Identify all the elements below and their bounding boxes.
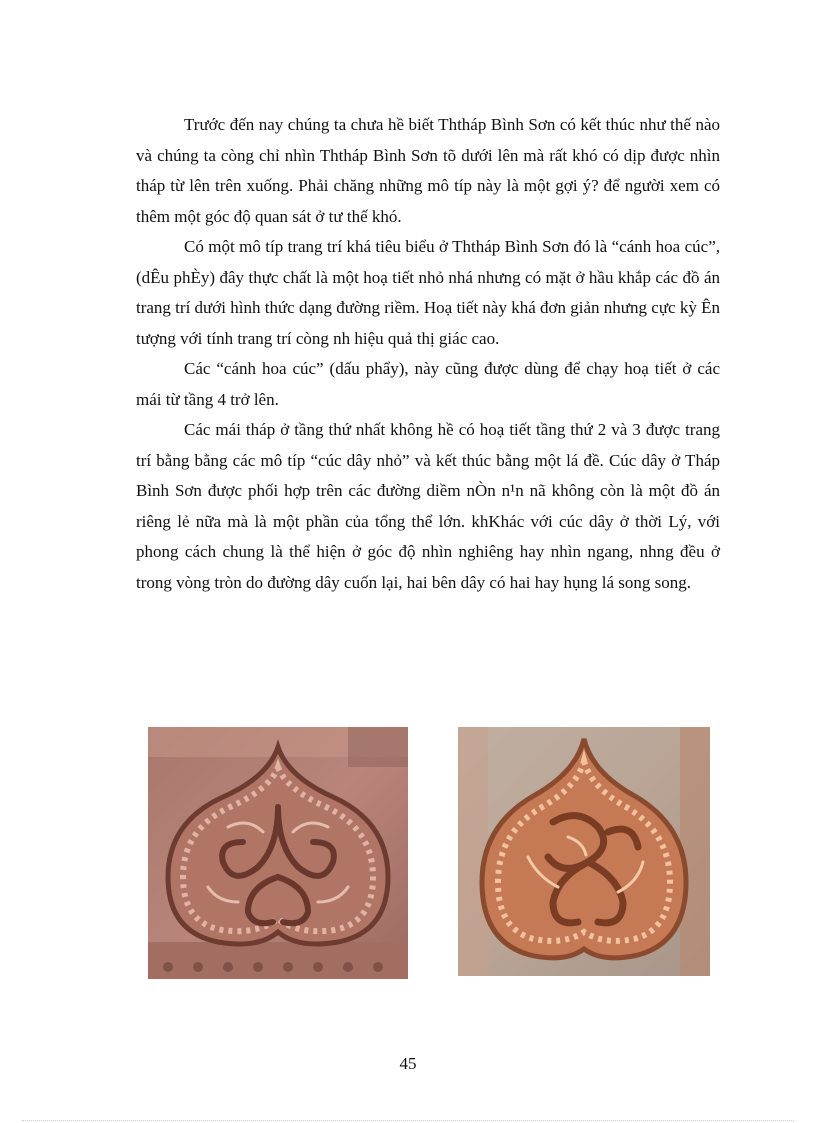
paragraph-3: Các “cánh hoa cúc” (dấu phẩy), này cũng được dùng để chạy hoạ tiết ở các mái từ tầng 4 trở lên. bbox=[136, 359, 720, 409]
body-text bbox=[136, 110, 720, 598]
paragraph-2: Có một mô típ trang trí khá tiêu biểu ở Ththáp Bình Sơn đó là “cánh hoa cúc”, (dÊu phÈy) đây thực chất là một hoạ tiết nhỏ nhá nhưng có mặt ở hầu khắp các đồ án trang trí dưới hình thức dạng đường riềm. Hoạ tiết này khá đơn giản nhưng cực kỳ Ên tượng với tính trang trí còng nh hiệu quả thị giác cao. bbox=[136, 237, 720, 348]
page-number: 45 bbox=[399, 1054, 417, 1073]
paragraph-1: Trước đến nay chúng ta chưa hề biết Ththáp Bình Sơn có kết thúc như thế nào và chúng ta còng chỉ nhìn Ththáp Bình Sơn tõ dưới lên mà rất khó có dịp được nhìn tháp từ lên trên xuống. Phải chăng những mô típ này là một gợi ý? để người xem có thêm một góc độ quan sát ở tư thế khó. bbox=[136, 115, 720, 226]
relief-photo-left bbox=[148, 727, 408, 979]
paragraph-4: Các mái tháp ở tầng thứ nhất không hề có hoạ tiết tầng thứ 2 và 3 được trang trí bằng bằng các mô típ “cúc dây nhỏ” và kết thúc bằng một lá đề. Cúc dây ở Tháp Bình Sơn được phối hợp trên các đường diềm nÒn n¹n nã không còn là một đồ án riêng lẻ nữa mà là một phần của tổng thể lớn. khKhác với cúc dây ở thời Lý, với phong cách chung là thể hiện ở góc độ nhìn nghiêng hay nhìn ngang, nhng đều ở trong vòng tròn do đường dây cuốn lại, hai bên dây có hai hay hụng lá song song. bbox=[136, 420, 720, 592]
page-bottom-rule bbox=[22, 1120, 794, 1121]
relief-photo-right bbox=[458, 727, 710, 976]
